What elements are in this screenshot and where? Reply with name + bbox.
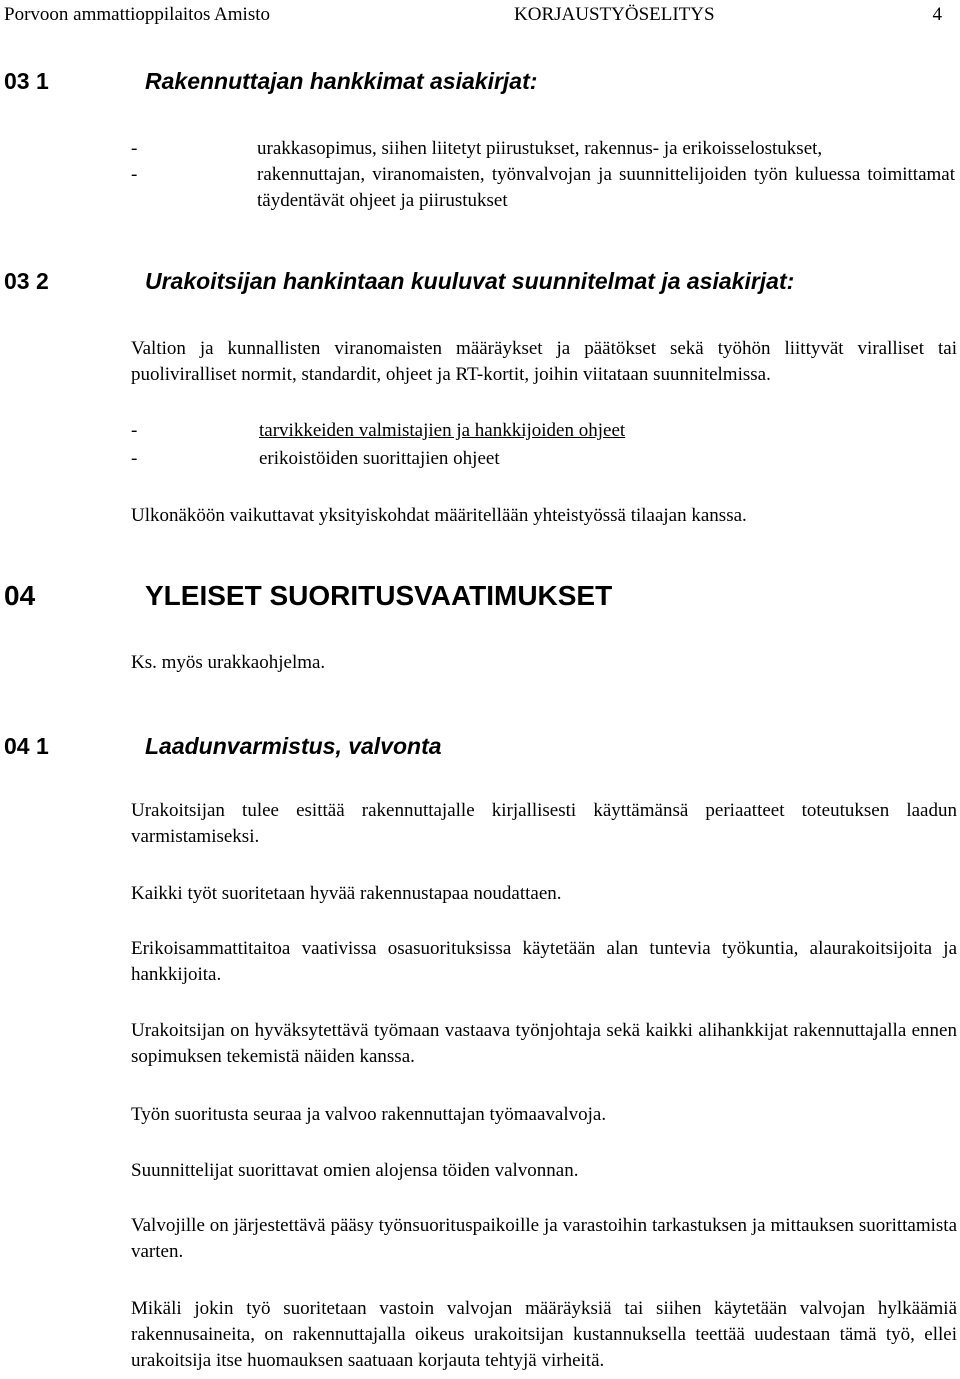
section-03-2-heading [4,268,944,298]
paragraph: Urakoitsijan tulee esittää rakennuttajalle kirjallisesti käyttämänsä periaatteet toteutuksen laadun varmistamiseksi. [131,800,957,847]
bullet-dash: - [131,138,138,159]
header-school: Porvoon ammattioppilaitos Amisto [4,4,270,25]
paragraph: Suunnittelijat suorittavat omien alojensa töiden valvonnan. [131,1160,579,1181]
bullet-dash: - [131,420,138,441]
section-title: Laadunvarmistus, valvonta [145,733,442,759]
paragraph: Mikäli jokin työ suoritetaan vastoin valvojan määräyksiä tai siihen käytetään valvojan hylkäämiä rakennusaineita, on rakennuttajalla oikeus urakoitsijan kustannuksella teettää uudestaan tämä työ, ellei urakoitsija itse huomauksen saatuaan korjauta tehtyjä virheitä. [131,1298,957,1371]
list-item-text: rakennuttajan, viranomaisten, työnvalvojan ja suunnittelijoiden työn kuluessa toimittamat täydentävät ohjeet ja piirustukset [257,164,955,211]
section-number: 04 1 [4,733,49,759]
section-04-heading [4,580,944,616]
bullet-dash: - [131,448,138,469]
bullet-dash: - [131,164,138,185]
paragraph: Urakoitsijan on hyväksytettävä työmaan vastaava työnjohtaja sekä kaikki alihankkijat rakennuttajalla ennen sopimuksen tekemistä näiden kanssa. [131,1020,957,1067]
paragraph: Kaikki työt suoritetaan hyvää rakennustapaa noudattaen. [131,883,562,904]
section-number: 03 1 [4,68,49,94]
page-number: 4 [932,4,942,25]
paragraph: Työn suoritusta seuraa ja valvoo rakennuttajan työmaavalvoja. [131,1104,607,1125]
section-04-1-heading [4,733,944,763]
section-number: 03 2 [4,268,49,294]
list-item-text: urakkasopimus, siihen liitetyt piirustukset, rakennus- ja erikoisselostukset, [257,138,823,159]
list-item-text: erikoistöiden suorittajien ohjeet [259,448,500,469]
header-document-title: KORJAUSTYÖSELITYS [514,4,715,25]
paragraph: Valtion ja kunnallisten viranomaisten määräykset ja päätökset sekä työhön liittyvät viralliset tai puoliviralliset normit, standardit, ohjeet ja RT-kortit, joihin viitataan suunnitelmissa. [131,338,957,385]
paragraph: Erikoisammattitaitoa vaativissa osasuorituksissa käytetään alan tuntevia työkuntia, alaurakoitsijoita ja hankkijoita. [131,938,957,985]
paragraph: Ks. myös urakkaohjelma. [131,652,326,673]
list-item-text: tarvikkeiden valmistajien ja hankkijoiden ohjeet [259,420,626,441]
paragraph: Ulkonäköön vaikuttavat yksityiskohdat määritellään yhteistyössä tilaajan kanssa. [131,505,747,526]
section-03-1-heading [4,68,944,98]
section-title: Urakoitsijan hankintaan kuuluvat suunnitelmat ja asiakirjat: [145,268,795,294]
section-title: YLEISET SUORITUSVAATIMUKSET [145,580,613,611]
paragraph: Valvojille on järjestettävä pääsy työnsuorituspaikoille ja varastoihin tarkastuksen ja mittauksen suorittamista varten. [131,1215,957,1262]
section-number: 04 [4,580,36,611]
section-title: Rakennuttajan hankkimat asiakirjat: [145,68,538,94]
